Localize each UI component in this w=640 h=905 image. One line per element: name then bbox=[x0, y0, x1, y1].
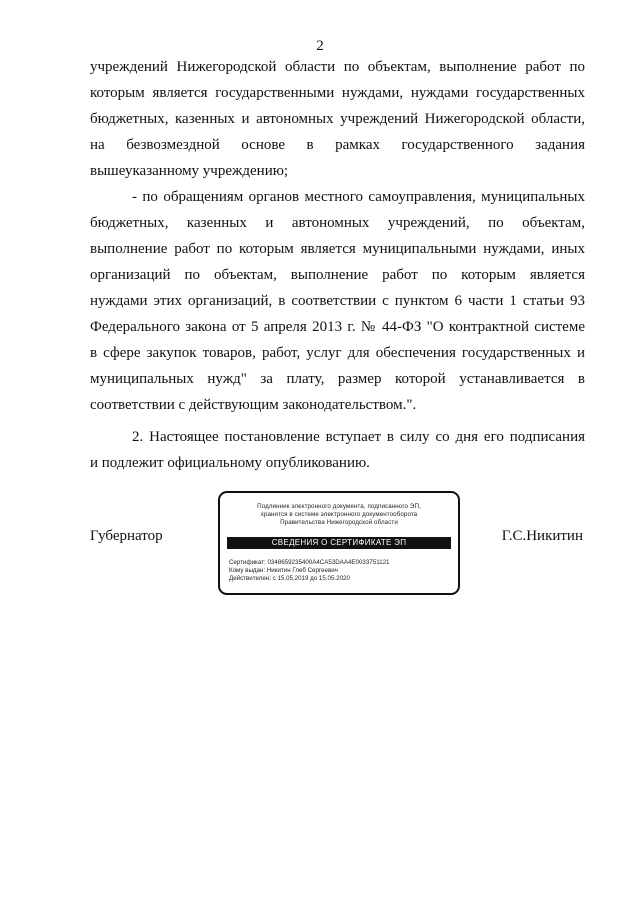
stamp-validity: Действителен: с 15.05.2019 до 15.05.2020 bbox=[229, 575, 350, 582]
body-line: нуждами этих организаций, в соответствии с пунктом 6 части 1 статьи 93 bbox=[90, 293, 585, 309]
electronic-signature-stamp bbox=[218, 491, 460, 595]
stamp-certificate-number: Сертификат: 0348659235400A4CA53DAA4E0033751121 bbox=[229, 559, 390, 566]
body-line: вышеуказанному учреждению; bbox=[90, 163, 289, 179]
stamp-note-line: Подлинник электронного документа, подписанного ЭП, bbox=[257, 503, 421, 510]
body-line: выполнение работ по которым является муниципальными нуждами, иных bbox=[90, 241, 585, 257]
body-line: бюджетных, казенных и автономных учреждений Нижегородской области, bbox=[90, 111, 585, 127]
stamp-certificate-header: СВЕДЕНИЯ О СЕРТИФИКАТЕ ЭП bbox=[227, 537, 451, 549]
stamp-note-line: хранится в системе электронного документооборота bbox=[260, 511, 418, 518]
body-line: соответствии с действующим законодательством.". bbox=[90, 397, 417, 413]
signatory-name: Г.С.Никитин bbox=[501, 528, 583, 544]
body-line: Федерального закона от 5 апреля 2013 г. № 44-ФЗ "О контрактной системе bbox=[90, 319, 585, 335]
body-line: которым является государственными нуждами, нуждами государственных bbox=[90, 85, 585, 101]
body-line: 2. Настоящее постановление вступает в силу со дня его подписания bbox=[132, 429, 585, 445]
stamp-issued-to: Кому выдан: Никитин Глеб Сергеевич bbox=[229, 567, 338, 574]
body-line: и подлежит официальному опубликованию. bbox=[90, 455, 370, 471]
body-line: муниципальных нужд" за плату, размер которой устанавливается в bbox=[90, 371, 585, 387]
body-line: в сфере закупок товаров, работ, услуг для обеспечения государственных и bbox=[90, 345, 585, 361]
body-line: учреждений Нижегородской области по объектам, выполнение работ по bbox=[90, 59, 585, 75]
stamp-note-line: Правительства Нижегородской области bbox=[280, 519, 398, 526]
body-line: бюджетных, казенных и автономных учреждений, по объектам, bbox=[90, 215, 585, 231]
body-line: на безвозмездной основе в рамках государственного задания bbox=[90, 137, 585, 153]
body-line: организаций по объектам, выполнение работ по которым является bbox=[90, 267, 585, 283]
body-line: - по обращениям органов местного самоуправления, муниципальных bbox=[132, 189, 585, 205]
signatory-position: Губернатор bbox=[90, 528, 163, 544]
page-number: 2 bbox=[316, 38, 324, 54]
